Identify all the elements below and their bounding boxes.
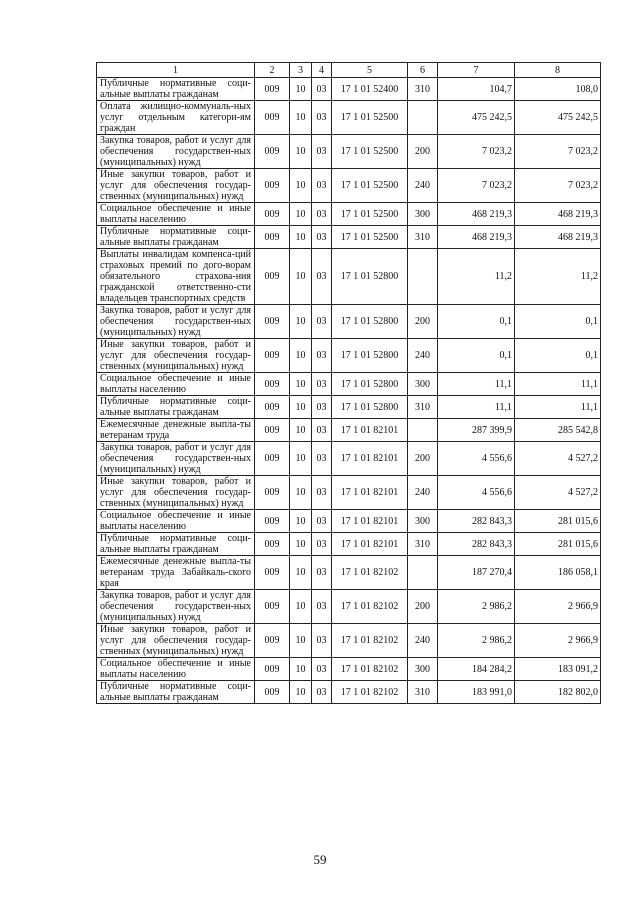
section-code: 10 (290, 169, 312, 203)
section-code: 10 (290, 373, 312, 396)
amount-year-2: 2 966,9 (515, 590, 601, 624)
row-description: Публичные нормативные соци-альные выплаты гражданам (97, 226, 255, 249)
subsection-code: 03 (312, 339, 332, 373)
table-row (97, 624, 601, 658)
subsection-code: 03 (312, 135, 332, 169)
subsection-code: 03 (312, 419, 332, 442)
amount-year-1: 184 284,2 (438, 658, 515, 681)
section-code: 10 (290, 419, 312, 442)
expense-type-code (408, 101, 438, 135)
expense-type-code: 310 (408, 226, 438, 249)
amount-year-2: 468 219,3 (515, 226, 601, 249)
target-article-code: 17 1 01 52500 (332, 135, 408, 169)
admin-code: 009 (255, 226, 290, 249)
amount-year-2: 11,1 (515, 396, 601, 419)
admin-code: 009 (255, 476, 290, 510)
subsection-code: 03 (312, 658, 332, 681)
row-description: Социальное обеспечение и иные выплаты населению (97, 510, 255, 533)
subsection-code: 03 (312, 590, 332, 624)
row-description: Ежемесячные денежные выпла-ты ветеранам труда Забайкаль-ского края (97, 556, 255, 590)
amount-year-1: 183 991,0 (438, 681, 515, 704)
section-code: 10 (290, 510, 312, 533)
row-description: Социальное обеспечение и иные выплаты населению (97, 373, 255, 396)
table-row (97, 556, 601, 590)
amount-year-1: 468 219,3 (438, 226, 515, 249)
admin-code: 009 (255, 590, 290, 624)
section-code: 10 (290, 681, 312, 704)
section-code: 10 (290, 442, 312, 476)
row-description: Закупка товаров, работ и услуг для обеспечения государствен-ных (муниципальных) нужд (97, 135, 255, 169)
row-description: Закупка товаров, работ и услуг для обеспечения государствен-ных (муниципальных) нужд (97, 590, 255, 624)
target-article-code: 17 1 01 82101 (332, 533, 408, 556)
subsection-code: 03 (312, 556, 332, 590)
amount-year-2: 7 023,2 (515, 135, 601, 169)
amount-year-1: 11,1 (438, 373, 515, 396)
section-code: 10 (290, 339, 312, 373)
subsection-code: 03 (312, 681, 332, 704)
amount-year-2: 11,2 (515, 249, 601, 305)
section-code: 10 (290, 476, 312, 510)
admin-code: 009 (255, 419, 290, 442)
admin-code: 009 (255, 533, 290, 556)
table-row (97, 510, 601, 533)
row-description: Публичные нормативные соци-альные выплаты гражданам (97, 78, 255, 101)
row-description: Выплаты инвалидам компенса-ций страховых премий по дого-ворам обязательного страхова-ния гражданской ответственно-сти владельцев транспортных средств (97, 249, 255, 305)
section-code: 10 (290, 556, 312, 590)
amount-year-1: 4 556,6 (438, 442, 515, 476)
amount-year-1: 187 270,4 (438, 556, 515, 590)
target-article-code: 17 1 01 82101 (332, 419, 408, 442)
expense-type-code: 240 (408, 476, 438, 510)
expense-type-code: 240 (408, 169, 438, 203)
admin-code: 009 (255, 339, 290, 373)
amount-year-1: 104,7 (438, 78, 515, 101)
row-description: Иные закупки товаров, работ и услуг для обеспечения государ-ственных (муниципальных) нужд (97, 624, 255, 658)
admin-code: 009 (255, 135, 290, 169)
expense-type-code: 310 (408, 681, 438, 704)
row-description: Ежемесячные денежные выпла-ты ветеранам труда (97, 419, 255, 442)
amount-year-2: 182 802,0 (515, 681, 601, 704)
section-code: 10 (290, 590, 312, 624)
column-header: 2 (255, 63, 290, 78)
page-number: 59 (313, 852, 327, 867)
subsection-code: 03 (312, 442, 332, 476)
table-row (97, 203, 601, 226)
target-article-code: 17 1 01 82101 (332, 476, 408, 510)
expense-type-code: 310 (408, 78, 438, 101)
target-article-code: 17 1 01 52500 (332, 203, 408, 226)
target-article-code: 17 1 01 52800 (332, 305, 408, 339)
target-article-code: 17 1 01 82102 (332, 590, 408, 624)
subsection-code: 03 (312, 203, 332, 226)
subsection-code: 03 (312, 396, 332, 419)
row-description: Публичные нормативные соци-альные выплаты гражданам (97, 396, 255, 419)
amount-year-2: 468 219,3 (515, 203, 601, 226)
expense-type-code: 200 (408, 305, 438, 339)
amount-year-1: 7 023,2 (438, 135, 515, 169)
row-description: Иные закупки товаров, работ и услуг для обеспечения государ-ственных (муниципальных) нужд (97, 169, 255, 203)
amount-year-1: 11,2 (438, 249, 515, 305)
target-article-code: 17 1 01 52500 (332, 169, 408, 203)
section-code: 10 (290, 305, 312, 339)
row-description: Закупка товаров, работ и услуг для обеспечения государствен-ных (муниципальных) нужд (97, 442, 255, 476)
section-code: 10 (290, 101, 312, 135)
target-article-code: 17 1 01 52800 (332, 396, 408, 419)
amount-year-2: 7 023,2 (515, 169, 601, 203)
amount-year-1: 2 986,2 (438, 590, 515, 624)
expense-type-code: 200 (408, 135, 438, 169)
admin-code: 009 (255, 169, 290, 203)
table-row (97, 476, 601, 510)
expense-type-code (408, 249, 438, 305)
expense-type-code: 240 (408, 624, 438, 658)
amount-year-1: 4 556,6 (438, 476, 515, 510)
column-header: 1 (97, 63, 255, 78)
table-row (97, 305, 601, 339)
table-row (97, 419, 601, 442)
amount-year-1: 282 843,3 (438, 533, 515, 556)
target-article-code: 17 1 01 82102 (332, 681, 408, 704)
amount-year-2: 186 058,1 (515, 556, 601, 590)
target-article-code: 17 1 01 52800 (332, 373, 408, 396)
table-row (97, 442, 601, 476)
amount-year-2: 281 015,6 (515, 510, 601, 533)
admin-code: 009 (255, 101, 290, 135)
section-code: 10 (290, 135, 312, 169)
admin-code: 009 (255, 624, 290, 658)
section-code: 10 (290, 533, 312, 556)
amount-year-1: 0,1 (438, 305, 515, 339)
subsection-code: 03 (312, 169, 332, 203)
table-row (97, 339, 601, 373)
subsection-code: 03 (312, 78, 332, 101)
row-description: Иные закупки товаров, работ и услуг для обеспечения государ-ственных (муниципальных) нужд (97, 476, 255, 510)
amount-year-1: 2 986,2 (438, 624, 515, 658)
subsection-code: 03 (312, 226, 332, 249)
row-description: Закупка товаров, работ и услуг для обеспечения государствен-ных (муниципальных) нужд (97, 305, 255, 339)
section-code: 10 (290, 396, 312, 419)
admin-code: 009 (255, 510, 290, 533)
target-article-code: 17 1 01 52400 (332, 78, 408, 101)
target-article-code: 17 1 01 82102 (332, 658, 408, 681)
subsection-code: 03 (312, 249, 332, 305)
row-description: Публичные нормативные соци-альные выплаты гражданам (97, 681, 255, 704)
target-article-code: 17 1 01 82102 (332, 624, 408, 658)
amount-year-1: 468 219,3 (438, 203, 515, 226)
amount-year-1: 0,1 (438, 339, 515, 373)
row-description: Публичные нормативные соци-альные выплаты гражданам (97, 533, 255, 556)
column-header: 4 (312, 63, 332, 78)
target-article-code: 17 1 01 52800 (332, 249, 408, 305)
subsection-code: 03 (312, 510, 332, 533)
admin-code: 009 (255, 203, 290, 226)
amount-year-2: 0,1 (515, 339, 601, 373)
admin-code: 009 (255, 658, 290, 681)
admin-code: 009 (255, 396, 290, 419)
table-row (97, 169, 601, 203)
table-row (97, 101, 601, 135)
admin-code: 009 (255, 681, 290, 704)
section-code: 10 (290, 624, 312, 658)
amount-year-1: 287 399,9 (438, 419, 515, 442)
amount-year-2: 183 091,2 (515, 658, 601, 681)
amount-year-2: 2 966,9 (515, 624, 601, 658)
amount-year-2: 4 527,2 (515, 442, 601, 476)
table-row (97, 533, 601, 556)
section-code: 10 (290, 249, 312, 305)
expense-type-code: 200 (408, 442, 438, 476)
target-article-code: 17 1 01 52500 (332, 101, 408, 135)
table-row (97, 135, 601, 169)
section-code: 10 (290, 203, 312, 226)
column-header: 5 (332, 63, 408, 78)
expense-type-code: 310 (408, 533, 438, 556)
expense-type-code: 300 (408, 203, 438, 226)
row-description: Социальное обеспечение и иные выплаты населению (97, 203, 255, 226)
table-row (97, 226, 601, 249)
expense-type-code: 300 (408, 510, 438, 533)
amount-year-1: 11,1 (438, 396, 515, 419)
admin-code: 009 (255, 305, 290, 339)
target-article-code: 17 1 01 82102 (332, 556, 408, 590)
expense-type-code (408, 556, 438, 590)
amount-year-2: 285 542,8 (515, 419, 601, 442)
subsection-code: 03 (312, 101, 332, 135)
table-row (97, 396, 601, 419)
amount-year-2: 475 242,5 (515, 101, 601, 135)
amount-year-2: 108,0 (515, 78, 601, 101)
expense-type-code: 240 (408, 339, 438, 373)
subsection-code: 03 (312, 305, 332, 339)
subsection-code: 03 (312, 476, 332, 510)
column-header: 3 (290, 63, 312, 78)
row-description: Оплата жилищно-коммуналь-ных услуг отдельным категори-ям граждан (97, 101, 255, 135)
admin-code: 009 (255, 373, 290, 396)
row-description: Иные закупки товаров, работ и услуг для обеспечения государ-ственных (муниципальных) нужд (97, 339, 255, 373)
target-article-code: 17 1 01 82101 (332, 510, 408, 533)
expense-type-code: 310 (408, 396, 438, 419)
amount-year-2: 0,1 (515, 305, 601, 339)
column-header: 8 (515, 63, 601, 78)
table-row (97, 373, 601, 396)
section-code: 10 (290, 226, 312, 249)
table-row (97, 681, 601, 704)
subsection-code: 03 (312, 624, 332, 658)
budget-table (96, 62, 601, 704)
admin-code: 009 (255, 249, 290, 305)
expense-type-code (408, 419, 438, 442)
section-code: 10 (290, 78, 312, 101)
target-article-code: 17 1 01 52500 (332, 226, 408, 249)
column-header: 7 (438, 63, 515, 78)
expense-type-code: 200 (408, 590, 438, 624)
admin-code: 009 (255, 556, 290, 590)
row-description: Социальное обеспечение и иные выплаты населению (97, 658, 255, 681)
table-row (97, 78, 601, 101)
target-article-code: 17 1 01 82101 (332, 442, 408, 476)
subsection-code: 03 (312, 533, 332, 556)
table-row (97, 249, 601, 305)
table-row (97, 590, 601, 624)
expense-type-code: 300 (408, 658, 438, 681)
amount-year-1: 475 242,5 (438, 101, 515, 135)
amount-year-2: 11,1 (515, 373, 601, 396)
subsection-code: 03 (312, 373, 332, 396)
header-row (97, 63, 601, 78)
amount-year-1: 282 843,3 (438, 510, 515, 533)
amount-year-1: 7 023,2 (438, 169, 515, 203)
amount-year-2: 4 527,2 (515, 476, 601, 510)
expense-type-code: 300 (408, 373, 438, 396)
target-article-code: 17 1 01 52800 (332, 339, 408, 373)
admin-code: 009 (255, 78, 290, 101)
column-header: 6 (408, 63, 438, 78)
admin-code: 009 (255, 442, 290, 476)
amount-year-2: 281 015,6 (515, 533, 601, 556)
table-row (97, 658, 601, 681)
section-code: 10 (290, 658, 312, 681)
